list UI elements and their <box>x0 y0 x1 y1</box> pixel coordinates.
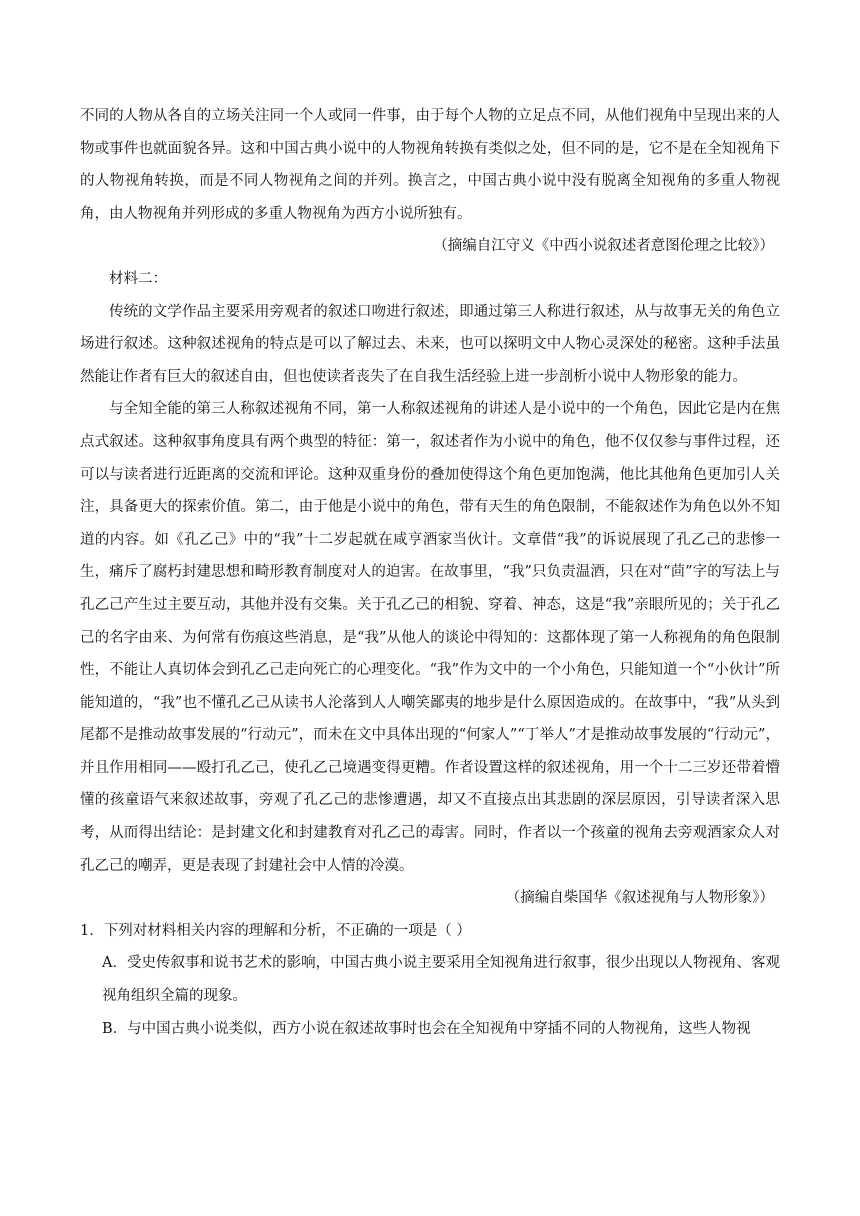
paragraph-material1-end: 不同的人物从各自的立场关注同一个人或同一件事，由于每个人物的立足点不同，从他们视角中呈现出来的人物或事件也就面貌各异。这和中国古典小说中的人物视角转换有类似之处，但不同的是，它不是在全知视角下的人物视角转换，而是不同人物视角之间的并列。换言之，中国古典小说中没有脱离全知视角的多重人物视角，由人物视角并列形成的多重人物视角为西方小说所独有。 <box>80 108 780 222</box>
source-citation-1: （摘编自江守义《中西小说叙述者意图伦理之比较》） <box>433 238 774 255</box>
question-1-stem: 1．下列对材料相关内容的理解和分析，不正确的一项是（ ） <box>80 922 471 939</box>
material2-label: 材料二： <box>109 270 167 287</box>
source-citation-2: （摘编自柴国华《叙述视角与人物形象》） <box>505 890 774 907</box>
question-1-option-a: A．受史传叙事和说书艺术的影响，中国古典小说主要采用全知视角进行叙事，很少出现以人物视角、客观视角组织全篇的现象。 <box>102 955 780 1005</box>
paragraph-material2-2: 与全知全能的第三人称叙述视角不同，第一人称叙述视角的讲述人是小说中的一个角色，因此它是内在焦点式叙述。这种叙事角度具有两个典型的特征：第一，叙述者作为小说中的角色，他不仅仅参与事件过程，还可以与读者进行近距离的交流和评论。这种双重身份的叠加使得这个角色更加饱满，他比其他角色更加引人关注，具备更大的探索价值。第二，由于他是小说中的角色，带有天生的角色限制，不能叙述作为角色以外不知道的内容。如《孔乙己》中的“我”十二岁起就在咸亨酒家当伙计。文章借“我”的诉说展现了孔乙己的悲惨一生，痛斥了腐朽封建思想和畸形教育制度对人的迫害。在故事里，“我”只负责温酒，只在对“茴”字的写法上与孔乙己产生过主要互动，其他并没有交集。关于孔乙己的相貌、穿着、神态，这是“我”亲眼所见的；关于孔乙己的名字由来、为何常有伤痕这些消息，是“我”从他人的谈论中得知的：这都体现了第一人称视角的角色限制性，不能让人真切体会到孔乙己走向死亡的心理变化。“我”作为文中的一个小角色，只能知道一个“小伙计”所能知道的，“我”也不懂孔乙己从读书人沦落到人人嘲笑鄙夷的地步是什么原因造成的。在故事中，“我”从头到尾都不是推动故事发展的“行动元”，而未在文中具体出现的“何家人”“丁举人”才是推动故事发展的“行动元”，并且作用相同——殴打孔乙己，使孔乙己境遇变得更糟。作者设置这样的叙述视角，用一个十二三岁还带着懵懂的孩童语气来叙述故事，旁观了孔乙己的悲惨遭遇，却又不直接点出其悲剧的深层原因，引导读者深入思考，从而得出结论：是封建文化和封建教育对孔乙己的毒害。同时，作者以一个孩童的视角去旁观酒家众人对孔乙己的嘲弄，更是表现了封建社会中人情的冷漠。 <box>80 401 780 874</box>
question-1-option-b: B．与中国古典小说类似，西方小说在叙述故事时也会在全知视角中穿插不同的人物视角，这些人物视 <box>102 1020 751 1037</box>
paragraph-material2-1: 传统的文学作品主要采用旁观者的叙述口吻进行叙述，即通过第三人称进行叙述，从与故事无关的角色立场进行叙述。这种叙述视角的特点是可以了解过去、未来，也可以探明文中人物心灵深处的秘密。这种手法虽然能让作者有巨大的叙述自由，但也使读者丧失了在自我生活经验上进一步剖析小说中人物形象的能力。 <box>80 303 780 385</box>
document-page <box>80 100 780 1045</box>
